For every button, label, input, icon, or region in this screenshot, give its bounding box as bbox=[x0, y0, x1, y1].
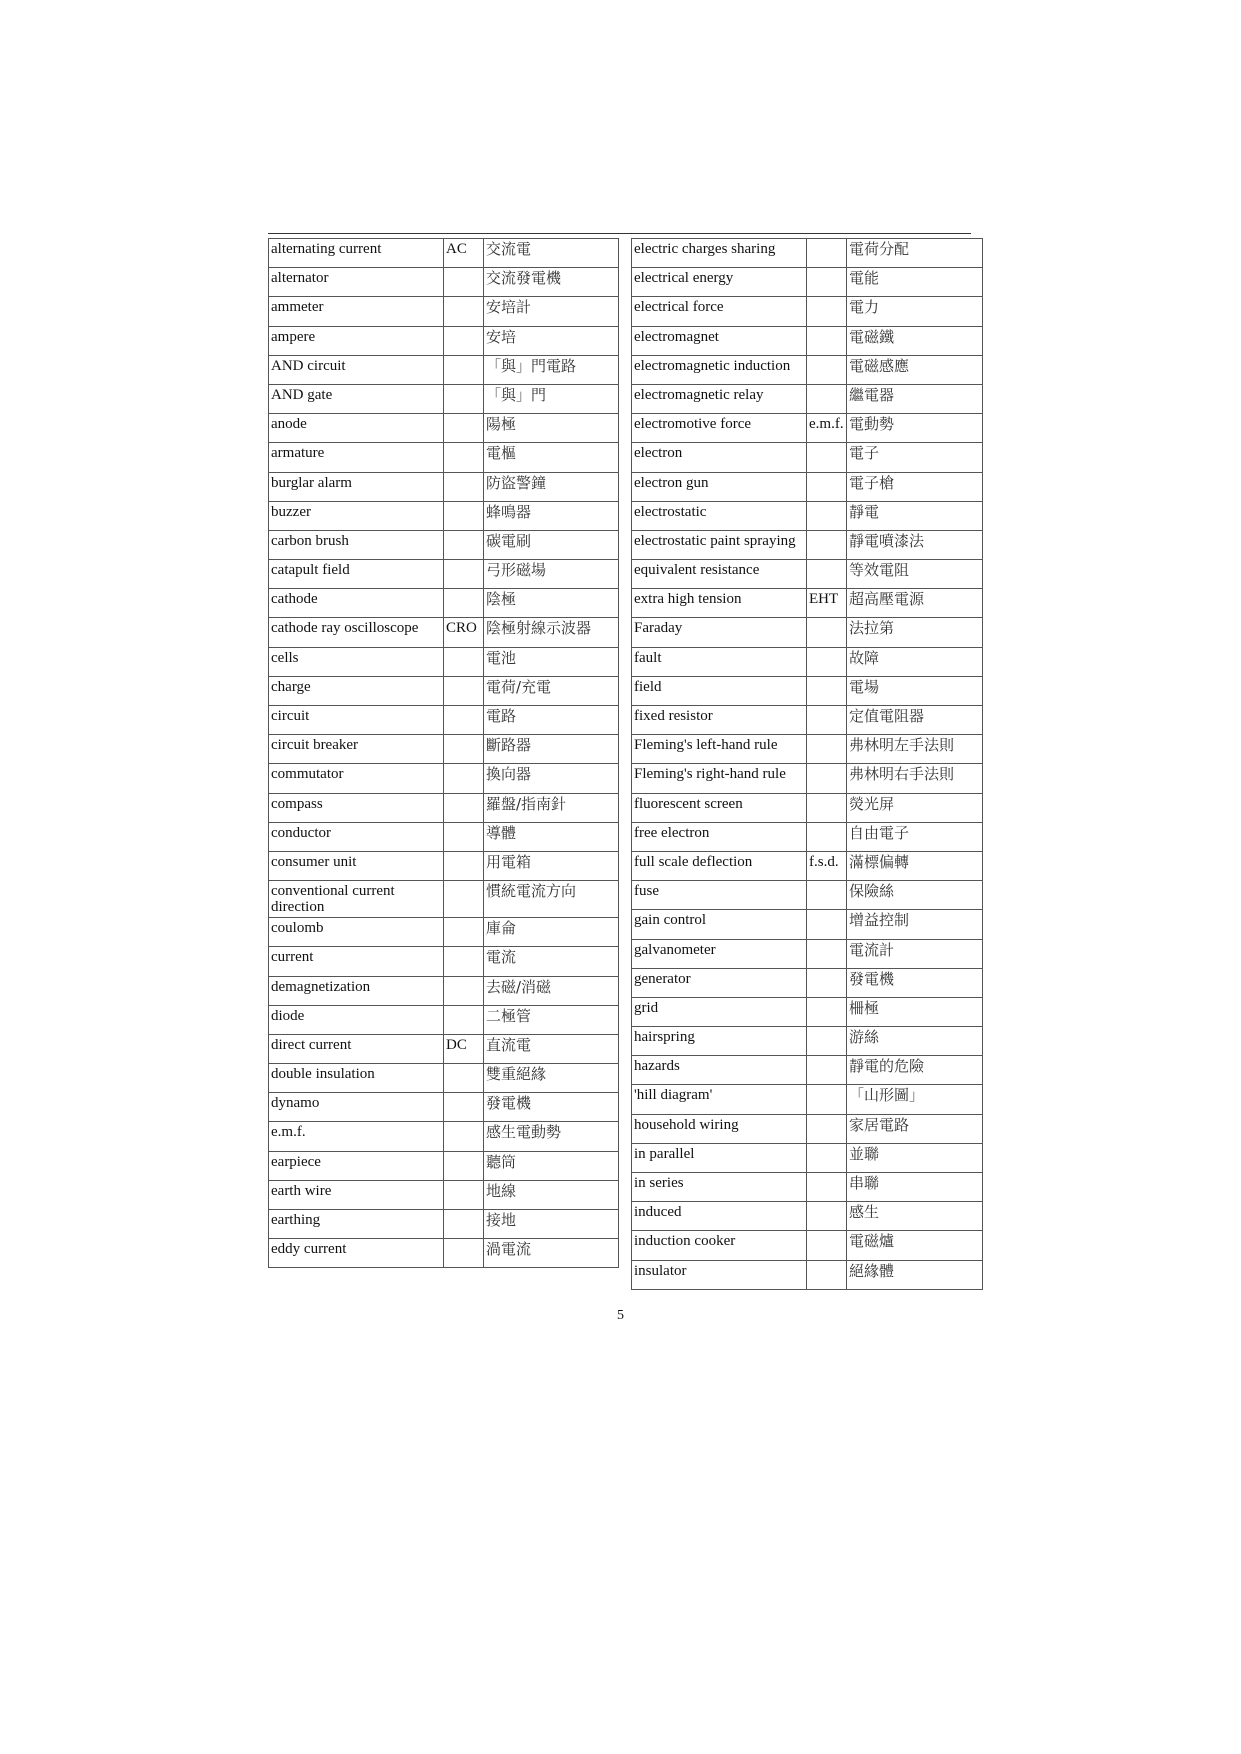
table-row bbox=[632, 560, 983, 589]
table-row bbox=[269, 1151, 619, 1180]
abbreviation-cell bbox=[444, 918, 484, 947]
chinese-term-cell: 電力 bbox=[847, 297, 983, 326]
table-row bbox=[632, 735, 983, 764]
term-cell: hazards bbox=[632, 1056, 807, 1085]
table-row bbox=[632, 618, 983, 647]
term-cell: commutator bbox=[269, 764, 444, 793]
term-cell: double insulation bbox=[269, 1064, 444, 1093]
term-cell: cathode ray oscilloscope bbox=[269, 618, 444, 647]
abbreviation-cell bbox=[444, 589, 484, 618]
table-row bbox=[632, 851, 983, 880]
table-row bbox=[269, 501, 619, 530]
abbreviation-cell bbox=[444, 1151, 484, 1180]
chinese-term-cell: 感生 bbox=[847, 1202, 983, 1231]
chinese-term-cell: 電能 bbox=[847, 268, 983, 297]
chinese-term-cell: 電場 bbox=[847, 676, 983, 705]
page-number: 5 bbox=[617, 1308, 624, 1323]
table-row bbox=[632, 1231, 983, 1260]
chinese-term-cell: 感生電動勢 bbox=[484, 1122, 619, 1151]
term-cell: burglar alarm bbox=[269, 472, 444, 501]
term-cell: electrostatic bbox=[632, 501, 807, 530]
table-row bbox=[269, 589, 619, 618]
chinese-term-cell: 繼電器 bbox=[847, 384, 983, 413]
term-cell: electrical energy bbox=[632, 268, 807, 297]
term-cell: generator bbox=[632, 968, 807, 997]
term-cell: fluorescent screen bbox=[632, 793, 807, 822]
chinese-term-cell: 用電箱 bbox=[484, 851, 619, 880]
chinese-term-cell: 靜電噴漆法 bbox=[847, 530, 983, 559]
abbreviation-cell bbox=[807, 647, 847, 676]
term-cell: AND circuit bbox=[269, 355, 444, 384]
term-cell: electron bbox=[632, 443, 807, 472]
table-row bbox=[632, 1056, 983, 1085]
chinese-term-cell: 靜電 bbox=[847, 501, 983, 530]
chinese-term-cell: 電動勢 bbox=[847, 414, 983, 443]
term-cell: compass bbox=[269, 793, 444, 822]
chinese-term-cell: 慣統電流方向 bbox=[484, 881, 619, 918]
header-rule bbox=[268, 233, 971, 234]
table-row bbox=[632, 676, 983, 705]
abbreviation-cell bbox=[807, 1202, 847, 1231]
term-cell: e.m.f. bbox=[269, 1122, 444, 1151]
table-row bbox=[269, 472, 619, 501]
chinese-term-cell: 電路 bbox=[484, 706, 619, 735]
table-row bbox=[632, 530, 983, 559]
chinese-term-cell: 柵極 bbox=[847, 997, 983, 1026]
chinese-term-cell: 電磁爐 bbox=[847, 1231, 983, 1260]
term-cell: equivalent resistance bbox=[632, 560, 807, 589]
chinese-term-cell: 換向器 bbox=[484, 764, 619, 793]
abbreviation-cell bbox=[444, 326, 484, 355]
term-cell: household wiring bbox=[632, 1114, 807, 1143]
chinese-term-cell: 交流發電機 bbox=[484, 268, 619, 297]
abbreviation-cell bbox=[807, 472, 847, 501]
table-row bbox=[632, 881, 983, 910]
chinese-term-cell: 發電機 bbox=[484, 1093, 619, 1122]
abbreviation-cell bbox=[444, 1210, 484, 1239]
abbreviation-cell bbox=[807, 735, 847, 764]
chinese-term-cell: 二極管 bbox=[484, 1005, 619, 1034]
abbreviation-cell: f.s.d. bbox=[807, 851, 847, 880]
abbreviation-cell bbox=[807, 1085, 847, 1114]
table-row bbox=[632, 414, 983, 443]
table-row bbox=[632, 589, 983, 618]
term-cell: full scale deflection bbox=[632, 851, 807, 880]
chinese-term-cell: 電磁感應 bbox=[847, 355, 983, 384]
term-cell: cathode bbox=[269, 589, 444, 618]
term-cell: electromotive force bbox=[632, 414, 807, 443]
chinese-term-cell: 交流電 bbox=[484, 239, 619, 268]
chinese-term-cell: 法拉第 bbox=[847, 618, 983, 647]
table-row bbox=[269, 822, 619, 851]
chinese-term-cell: 導體 bbox=[484, 822, 619, 851]
chinese-term-cell: 自由電子 bbox=[847, 822, 983, 851]
term-cell: direct current bbox=[269, 1034, 444, 1063]
table-row bbox=[632, 1085, 983, 1114]
chinese-term-cell: 電荷/充電 bbox=[484, 676, 619, 705]
table-row bbox=[269, 1180, 619, 1209]
abbreviation-cell bbox=[807, 1143, 847, 1172]
table-row bbox=[269, 947, 619, 976]
term-cell: electromagnetic relay bbox=[632, 384, 807, 413]
abbreviation-cell bbox=[807, 822, 847, 851]
table-row bbox=[269, 239, 619, 268]
chinese-term-cell: 游絲 bbox=[847, 1027, 983, 1056]
chinese-term-cell: 電樞 bbox=[484, 443, 619, 472]
abbreviation-cell bbox=[444, 947, 484, 976]
abbreviation-cell bbox=[807, 297, 847, 326]
table-row bbox=[269, 618, 619, 647]
term-cell: eddy current bbox=[269, 1239, 444, 1268]
table-row bbox=[269, 1239, 619, 1268]
term-cell: Faraday bbox=[632, 618, 807, 647]
chinese-term-cell: 「與」門 bbox=[484, 384, 619, 413]
chinese-term-cell: 絕緣體 bbox=[847, 1260, 983, 1289]
term-cell: in series bbox=[632, 1173, 807, 1202]
chinese-term-cell: 陰極 bbox=[484, 589, 619, 618]
chinese-term-cell: 接地 bbox=[484, 1210, 619, 1239]
chinese-term-cell: 安培 bbox=[484, 326, 619, 355]
table-row bbox=[632, 997, 983, 1026]
chinese-term-cell: 雙重絕緣 bbox=[484, 1064, 619, 1093]
abbreviation-cell bbox=[807, 443, 847, 472]
chinese-term-cell: 定值電阻器 bbox=[847, 706, 983, 735]
term-cell: earthing bbox=[269, 1210, 444, 1239]
abbreviation-cell bbox=[444, 560, 484, 589]
term-cell: free electron bbox=[632, 822, 807, 851]
term-cell: circuit breaker bbox=[269, 735, 444, 764]
abbreviation-cell bbox=[444, 1122, 484, 1151]
term-cell: electron gun bbox=[632, 472, 807, 501]
table-row bbox=[269, 384, 619, 413]
table-row bbox=[269, 1093, 619, 1122]
chinese-term-cell: 串聯 bbox=[847, 1173, 983, 1202]
term-cell: catapult field bbox=[269, 560, 444, 589]
chinese-term-cell: 故障 bbox=[847, 647, 983, 676]
abbreviation-cell bbox=[807, 1260, 847, 1289]
table-row bbox=[632, 268, 983, 297]
abbreviation-cell bbox=[444, 1093, 484, 1122]
chinese-term-cell: 地線 bbox=[484, 1180, 619, 1209]
table-row bbox=[632, 326, 983, 355]
term-cell: charge bbox=[269, 676, 444, 705]
abbreviation-cell bbox=[807, 239, 847, 268]
table-row bbox=[632, 1027, 983, 1056]
abbreviation-cell bbox=[807, 676, 847, 705]
abbreviation-cell bbox=[807, 326, 847, 355]
table-row bbox=[632, 384, 983, 413]
table-row bbox=[632, 1202, 983, 1231]
abbreviation-cell bbox=[807, 384, 847, 413]
table-row bbox=[269, 647, 619, 676]
table-row bbox=[632, 472, 983, 501]
table-row bbox=[269, 676, 619, 705]
table-row bbox=[269, 560, 619, 589]
chinese-term-cell: 直流電 bbox=[484, 1034, 619, 1063]
chinese-term-cell: 羅盤/指南針 bbox=[484, 793, 619, 822]
term-cell: fault bbox=[632, 647, 807, 676]
table-row bbox=[269, 414, 619, 443]
term-cell: extra high tension bbox=[632, 589, 807, 618]
abbreviation-cell bbox=[807, 530, 847, 559]
table-row bbox=[632, 910, 983, 939]
abbreviation-cell bbox=[444, 976, 484, 1005]
term-cell: 'hill diagram' bbox=[632, 1085, 807, 1114]
table-row bbox=[632, 297, 983, 326]
term-cell: conventional current direction bbox=[269, 881, 444, 918]
chinese-term-cell: 陽極 bbox=[484, 414, 619, 443]
abbreviation-cell bbox=[444, 1239, 484, 1268]
table-row bbox=[269, 851, 619, 880]
chinese-term-cell: 靜電的危險 bbox=[847, 1056, 983, 1085]
chinese-term-cell: 等效電阻 bbox=[847, 560, 983, 589]
chinese-term-cell: 斷路器 bbox=[484, 735, 619, 764]
chinese-term-cell: 弗林明右手法則 bbox=[847, 764, 983, 793]
chinese-term-cell: 碳電刷 bbox=[484, 530, 619, 559]
term-cell: electrostatic paint spraying bbox=[632, 530, 807, 559]
abbreviation-cell: EHT bbox=[807, 589, 847, 618]
abbreviation-cell: AC bbox=[444, 239, 484, 268]
abbreviation-cell bbox=[807, 560, 847, 589]
table-row bbox=[632, 647, 983, 676]
table-row bbox=[632, 822, 983, 851]
table-row bbox=[269, 706, 619, 735]
abbreviation-cell bbox=[807, 268, 847, 297]
term-cell: diode bbox=[269, 1005, 444, 1034]
abbreviation-cell bbox=[807, 997, 847, 1026]
table-row bbox=[269, 443, 619, 472]
chinese-term-cell: 超高壓電源 bbox=[847, 589, 983, 618]
table-row bbox=[269, 268, 619, 297]
term-cell: earpiece bbox=[269, 1151, 444, 1180]
table-row bbox=[632, 1173, 983, 1202]
chinese-term-cell: 陰極射線示波器 bbox=[484, 618, 619, 647]
abbreviation-cell bbox=[807, 1231, 847, 1260]
term-cell: ampere bbox=[269, 326, 444, 355]
abbreviation-cell bbox=[444, 530, 484, 559]
term-cell: insulator bbox=[632, 1260, 807, 1289]
chinese-term-cell: 蜂鳴器 bbox=[484, 501, 619, 530]
table-row bbox=[269, 1122, 619, 1151]
table-row bbox=[269, 326, 619, 355]
table-row bbox=[632, 764, 983, 793]
chinese-term-cell: 弓形磁場 bbox=[484, 560, 619, 589]
table-row bbox=[269, 530, 619, 559]
table-row bbox=[269, 1034, 619, 1063]
term-cell: galvanometer bbox=[632, 939, 807, 968]
abbreviation-cell bbox=[807, 1173, 847, 1202]
term-cell: induction cooker bbox=[632, 1231, 807, 1260]
table-row bbox=[269, 881, 619, 918]
abbreviation-cell bbox=[444, 735, 484, 764]
abbreviation-cell bbox=[444, 793, 484, 822]
chinese-term-cell: 聽筒 bbox=[484, 1151, 619, 1180]
term-cell: induced bbox=[632, 1202, 807, 1231]
table-row bbox=[632, 968, 983, 997]
term-cell: electric charges sharing bbox=[632, 239, 807, 268]
term-cell: coulomb bbox=[269, 918, 444, 947]
term-cell: carbon brush bbox=[269, 530, 444, 559]
term-cell: fuse bbox=[632, 881, 807, 910]
table-row bbox=[632, 1260, 983, 1289]
chinese-term-cell: 電磁鐵 bbox=[847, 326, 983, 355]
abbreviation-cell bbox=[444, 472, 484, 501]
term-cell: circuit bbox=[269, 706, 444, 735]
abbreviation-cell bbox=[807, 1114, 847, 1143]
chinese-term-cell: 「與」門電路 bbox=[484, 355, 619, 384]
term-cell: dynamo bbox=[269, 1093, 444, 1122]
table-row bbox=[269, 764, 619, 793]
chinese-term-cell: 增益控制 bbox=[847, 910, 983, 939]
term-cell: armature bbox=[269, 443, 444, 472]
abbreviation-cell bbox=[444, 822, 484, 851]
abbreviation-cell bbox=[444, 881, 484, 918]
abbreviation-cell bbox=[444, 764, 484, 793]
chinese-term-cell: 電流計 bbox=[847, 939, 983, 968]
abbreviation-cell bbox=[444, 851, 484, 880]
term-cell: gain control bbox=[632, 910, 807, 939]
term-cell: ammeter bbox=[269, 297, 444, 326]
term-cell: grid bbox=[632, 997, 807, 1026]
term-cell: electromagnetic induction bbox=[632, 355, 807, 384]
term-cell: alternating current bbox=[269, 239, 444, 268]
table-row bbox=[632, 1143, 983, 1172]
table-row bbox=[269, 1064, 619, 1093]
chinese-term-cell: 並聯 bbox=[847, 1143, 983, 1172]
term-cell: cells bbox=[269, 647, 444, 676]
term-cell: Fleming's left-hand rule bbox=[632, 735, 807, 764]
chinese-term-cell: 安培計 bbox=[484, 297, 619, 326]
chinese-term-cell: 渦電流 bbox=[484, 1239, 619, 1268]
term-cell: earth wire bbox=[269, 1180, 444, 1209]
chinese-term-cell: 電池 bbox=[484, 647, 619, 676]
abbreviation-cell bbox=[444, 676, 484, 705]
term-cell: demagnetization bbox=[269, 976, 444, 1005]
table-row bbox=[269, 1005, 619, 1034]
abbreviation-cell bbox=[444, 355, 484, 384]
term-cell: Fleming's right-hand rule bbox=[632, 764, 807, 793]
abbreviation-cell bbox=[807, 881, 847, 910]
abbreviation-cell bbox=[807, 968, 847, 997]
chinese-term-cell: 弗林明左手法則 bbox=[847, 735, 983, 764]
chinese-term-cell: 去磁/消磁 bbox=[484, 976, 619, 1005]
abbreviation-cell bbox=[444, 268, 484, 297]
table-row bbox=[632, 1114, 983, 1143]
abbreviation-cell bbox=[444, 706, 484, 735]
chinese-term-cell: 保險絲 bbox=[847, 881, 983, 910]
table-row bbox=[269, 1210, 619, 1239]
abbreviation-cell: DC bbox=[444, 1034, 484, 1063]
table-row bbox=[269, 976, 619, 1005]
abbreviation-cell bbox=[444, 647, 484, 676]
abbreviation-cell bbox=[807, 618, 847, 647]
term-cell: hairspring bbox=[632, 1027, 807, 1056]
table-row bbox=[632, 239, 983, 268]
term-cell: AND gate bbox=[269, 384, 444, 413]
term-cell: current bbox=[269, 947, 444, 976]
term-cell: alternator bbox=[269, 268, 444, 297]
abbreviation-cell bbox=[444, 297, 484, 326]
abbreviation-cell bbox=[444, 443, 484, 472]
abbreviation-cell bbox=[807, 1027, 847, 1056]
term-cell: anode bbox=[269, 414, 444, 443]
abbreviation-cell bbox=[807, 910, 847, 939]
abbreviation-cell bbox=[444, 414, 484, 443]
abbreviation-cell bbox=[444, 384, 484, 413]
chinese-term-cell: 熒光屏 bbox=[847, 793, 983, 822]
table-row bbox=[632, 939, 983, 968]
abbreviation-cell: CRO bbox=[444, 618, 484, 647]
term-cell: electrical force bbox=[632, 297, 807, 326]
table-row bbox=[269, 793, 619, 822]
chinese-term-cell: 電子槍 bbox=[847, 472, 983, 501]
glossary-table-left bbox=[268, 238, 619, 1268]
table-row bbox=[269, 735, 619, 764]
table-row bbox=[632, 793, 983, 822]
chinese-term-cell: 電荷分配 bbox=[847, 239, 983, 268]
table-row bbox=[632, 443, 983, 472]
term-cell: in parallel bbox=[632, 1143, 807, 1172]
table-row bbox=[632, 501, 983, 530]
table-row bbox=[269, 918, 619, 947]
table-row bbox=[632, 706, 983, 735]
glossary-table-right bbox=[631, 238, 983, 1290]
abbreviation-cell bbox=[444, 501, 484, 530]
term-cell: fixed resistor bbox=[632, 706, 807, 735]
chinese-term-cell: 電流 bbox=[484, 947, 619, 976]
term-cell: conductor bbox=[269, 822, 444, 851]
abbreviation-cell bbox=[444, 1180, 484, 1209]
abbreviation-cell: e.m.f. bbox=[807, 414, 847, 443]
chinese-term-cell: 滿標偏轉 bbox=[847, 851, 983, 880]
term-cell: field bbox=[632, 676, 807, 705]
term-cell: consumer unit bbox=[269, 851, 444, 880]
chinese-term-cell: 家居電路 bbox=[847, 1114, 983, 1143]
table-row bbox=[632, 355, 983, 384]
term-cell: buzzer bbox=[269, 501, 444, 530]
chinese-term-cell: 電子 bbox=[847, 443, 983, 472]
abbreviation-cell bbox=[807, 939, 847, 968]
abbreviation-cell bbox=[807, 501, 847, 530]
term-cell: electromagnet bbox=[632, 326, 807, 355]
abbreviation-cell bbox=[807, 764, 847, 793]
chinese-term-cell: 發電機 bbox=[847, 968, 983, 997]
abbreviation-cell bbox=[807, 1056, 847, 1085]
abbreviation-cell bbox=[444, 1005, 484, 1034]
abbreviation-cell bbox=[807, 706, 847, 735]
abbreviation-cell bbox=[444, 1064, 484, 1093]
abbreviation-cell bbox=[807, 793, 847, 822]
chinese-term-cell: 「山形圖」 bbox=[847, 1085, 983, 1114]
table-row bbox=[269, 355, 619, 384]
chinese-term-cell: 防盜警鐘 bbox=[484, 472, 619, 501]
chinese-term-cell: 庫侖 bbox=[484, 918, 619, 947]
table-row bbox=[269, 297, 619, 326]
abbreviation-cell bbox=[807, 355, 847, 384]
